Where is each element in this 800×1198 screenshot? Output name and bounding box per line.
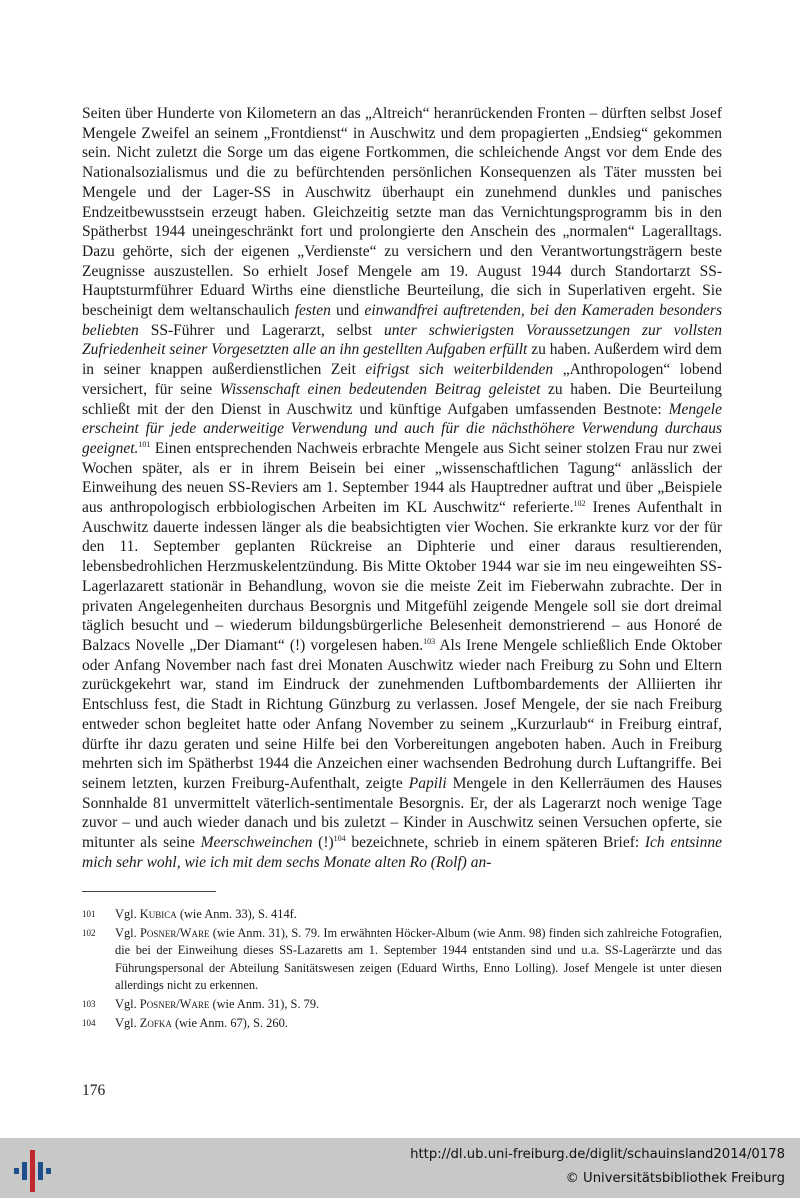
footnote-text xyxy=(115,925,722,995)
text-run: Einen entsprechenden Nachweis erbrachte Mengele aus Sicht seiner stolzen Frau nur zwei Wochen später, als er in ihrem Beisein bei einer „wissenschaftlichen Tagung“ anlässlich der Einweihung des neuen SS-Reviers am 1. September 1944 als Hauptredner auftrat und über „Beispiele aus anthropologisch erbbiologischen Arbeiten im KL Auschwitz“ referierte. xyxy=(82,439,722,517)
text-run: und xyxy=(330,302,365,320)
footnote-104 xyxy=(82,1015,722,1033)
text-run: Irenes Aufenthalt in Auschwitz dauerte indessen länger als die beabsichtigten vier Wochen. Sie erkrankte kurz vor der für den 11. September geplanten Rückreise an Diphterie und einer daraus resultierenden, lebensbedrohlichen Herzmuskelentzündung. Bis Mitte Oktober 1944 war sie im neu eingeweihten SS-Lagerlazarett stationär in Behandlung, wovon sie die meiste Zeit im Fieberwahn zubrachte. Der in privaten Angelegenheiten durchaus Besorgnis und Mitgefühl zeigende Mengele soll sie dort dreimal täglich besucht und – wiederum bildungsbürgerliche Belesenheit demonstrierend – aus Honoré de Balzacs Novelle „Der Diamant“ (!) vorgelesen haben. xyxy=(82,499,722,654)
text-run: zu haben. Außerdem wird dem in seiner knappen außerdienstlichen Zeit xyxy=(82,341,722,379)
footnote-number: 103 xyxy=(82,998,96,1009)
library-footer-bar xyxy=(0,1138,800,1198)
copyright-text: © Universitätsbibliothek Freiburg xyxy=(565,1171,785,1186)
footnote-divider xyxy=(82,891,216,892)
footnote-number: 102 xyxy=(82,927,96,938)
italic-quote: eifrigst sich weiterbildenden xyxy=(365,361,554,379)
footnote-103 xyxy=(82,996,722,1014)
footnote-body: (wie Anm. 33), S. 414f. xyxy=(176,907,297,921)
footnote-101 xyxy=(82,906,722,924)
footnote-text xyxy=(115,906,722,924)
footnote-author: Posner/Ware xyxy=(139,996,210,1011)
text-run: (!) xyxy=(312,834,334,852)
main-paragraph xyxy=(82,104,722,872)
footnotes xyxy=(82,906,722,1033)
footnote-number: 101 xyxy=(82,909,96,919)
text-run: „Anthropologen“ lobend versichert, für seine xyxy=(82,361,722,398)
footnote-author: Kubica xyxy=(139,907,177,921)
italic-quote: unter schwierigsten Voraussetzungen zur vollsten Zufriedenheit seiner Vorgesetzten alle an ihn gestellten Aufgaben erfüllt xyxy=(82,321,722,359)
footnote-ref-101: 101 xyxy=(138,439,151,449)
text-run: Mengele in den Kellerräumen des Hauses Sonnhalde 81 unvermittelt väterlich-sentimentale Besorgnis. Er, der als Lagerarzt noch wenige Tage zuvor – und auch wieder danach und bis zuletzt – Kinder in Auschwitz seinen Versuchen opferte, sie mitunter als seine xyxy=(82,774,723,852)
text-run: SS-Führer und Lagerarzt, selbst xyxy=(138,321,385,339)
footnote-body: (wie Anm. 31), S. 79. xyxy=(209,996,320,1011)
footnote-ref-102: 102 xyxy=(573,499,586,509)
body-text xyxy=(82,104,722,872)
italic-quote: Papili xyxy=(408,774,447,792)
footnote-body: (wie Anm. 31), S. 79. Im erwähnten Höcker-Album (wie Anm. 98) finden sich zahlreiche Fotografien, die bei der Einweihung dieses SS-Lazaretts am 1. September 1944 entstanden sind und u.a. SS-Lagerärzte und das Führungspersonal der Abteilung Sanitätswesen zeigen (Eduard Wirths, Enno Lolling). Josef Mengele ist unter diesen allerdings nicht zu erkennen. xyxy=(115,925,722,993)
italic-quote: einwandfrei auftretenden, bei den Kameraden besonders beliebten xyxy=(82,302,722,339)
text-run: bezeichnete, schrieb in einem späteren Brief: xyxy=(345,834,645,852)
ub-freiburg-logo-icon xyxy=(12,1148,56,1194)
footnote-author: Zofka xyxy=(139,1015,172,1030)
footnote-body: (wie Anm. 67), S. 260. xyxy=(171,1015,288,1030)
italic-quote: Wissenschaft einen bedeutenden Beitrag geleistet xyxy=(219,380,541,398)
footnote-prefix: Vgl. xyxy=(115,925,140,940)
footnote-number: 104 xyxy=(82,1017,96,1028)
footnote-text xyxy=(115,1015,722,1033)
page-number: 176 xyxy=(82,1082,106,1099)
text-run: zu haben. Die Beurteilung schließt mit der den Dienst in Auschwitz und künftige Aufgaben umfassenden Bestnote: xyxy=(82,380,722,418)
italic-quote: Mengele erscheint für jede anderweitige Verwendung und auch für die nächsthöhere Verwendung durchaus geeignet. xyxy=(82,400,722,457)
text-run: Seiten über Hunderte von Kilometern an das „Altreich“ heranrückenden Fronten – dürften selbst Josef Mengele Zweifel an seinem „Frontdienst“ in Auschwitz und dem propagierten „Endsieg“ gekommen sein. Nicht zuletzt die Sorge um das eigene Fortkommen, die schleichende Angst vor dem Ende des Nationalsozialismus und die zu befürchtenden persönlichen Konsequenzen als Täter mussten bei Mengele und der Lager-SS in Auschwitz überhaupt ein zunehmend dunkles und panisches Endzeitbewusstsein erzeugt haben. Gleichzeitig setzte man das Vernichtungsprogramm bis in den Spätherbst 1944 uneingeschränkt fort und prolongierte den Anschein des „normalen“ Lageralltags. Dazu gehörte, sich der eigenen „Verdienste“ zu versichern und den Verantwortungsträgern beste Zeugnisse auszustellen. So erhielt Josef Mengele am 19. August 1944 durch Standortarzt SS-Hauptsturmführer Eduard Wirths eine dienstliche Beurteilung, die sich in Superlativen ergeht. Sie bescheinigt dem weltanschaulich xyxy=(82,105,722,320)
text-run: Als Irene Mengele schließlich Ende Oktober oder Anfang November nach fast drei Monaten Auschwitz wieder nach Freiburg zu Sohn und Eltern zurückgekehrt war, stand im Eindruck der zunehmenden Luftbombardements der Alliierten ihr Entschluss fest, die Stadt in Richtung Günzburg zu verlassen. Josef Mengele, der sie nach Freiburg entweder schon begleitet hatte oder Anfang November zu seinem „Kurzurlaub“ in Freiburg eintraf, dürfte ihr dazu geraten und seine Hilfe bei den Vorbereitungen angeboten haben. Auch in Freiburg mehrten sich im Spätherbst 1944 die Anzeichen einer wachsenden Bedrohung durch Luftangriffe. Bei seinem letzten, kurzen Freiburg-Aufenthalt, zeigte xyxy=(82,636,722,792)
footnote-ref-103: 103 xyxy=(423,636,436,646)
footnote-author: Posner/Ware xyxy=(139,925,210,940)
footnote-102 xyxy=(82,925,722,995)
italic-quote: Ich entsinne mich sehr wohl, wie ich mit dem sechs Monate alten Ro (Rolf) an- xyxy=(82,834,722,871)
italic-quote: Meerschweinchen xyxy=(200,834,313,852)
italic-quote: festen xyxy=(294,302,331,320)
footnote-ref-104: 104 xyxy=(333,834,346,844)
footnote-prefix: Vgl. xyxy=(115,996,140,1011)
footnote-prefix: Vgl. xyxy=(115,1015,140,1030)
footnote-prefix: Vgl. xyxy=(115,907,140,921)
footnote-text xyxy=(115,996,722,1014)
permalink-url[interactable]: http://dl.ub.uni-freiburg.de/diglit/schauinsland2014/0178 xyxy=(410,1147,785,1162)
